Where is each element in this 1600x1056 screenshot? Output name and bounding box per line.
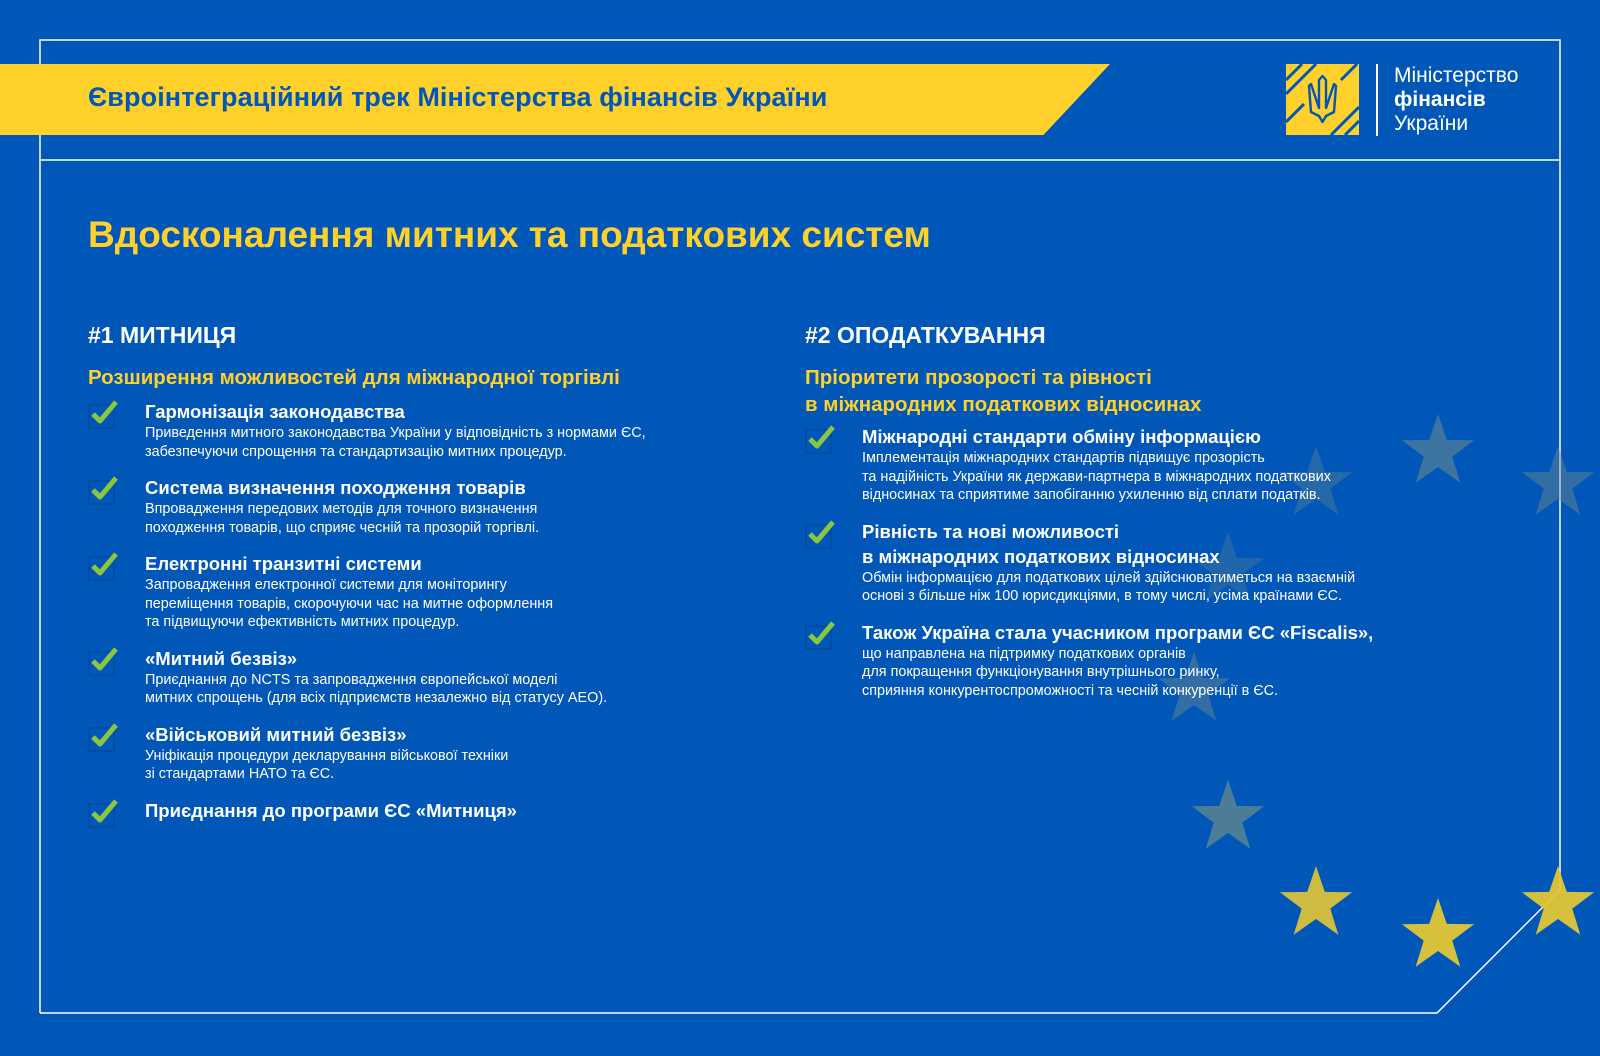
- item-desc-line: Уніфікація процедури декларування військової техніки: [145, 747, 509, 764]
- check-icon: [88, 798, 118, 828]
- item-desc-line: та надійність України як держави-партнера в міжнародних податкових: [862, 468, 1331, 485]
- list-item: [805, 620, 1485, 701]
- list-item: [805, 519, 1485, 606]
- item-title: [862, 620, 1485, 645]
- list-item: [805, 424, 1485, 505]
- check-icon: [88, 475, 118, 505]
- taxation-subtitle-line: в міжнародних податкових відносинах: [805, 393, 1202, 416]
- item-desc-line: Приєднання до NCTS та запровадження європейської моделі: [145, 671, 558, 688]
- item-description: [145, 671, 728, 708]
- logo-separator: [1376, 64, 1378, 136]
- star-icon: [1192, 780, 1264, 849]
- page-title: Вдосконалення митних та податкових систем: [88, 214, 931, 255]
- ministry-line-3: України: [1394, 112, 1469, 135]
- item-desc-line: зі стандартами НАТО та ЄС.: [145, 766, 335, 782]
- item-desc-line: та підвищуючи ефективність митних процедур.: [145, 614, 460, 630]
- taxation-section: [805, 322, 1485, 700]
- check-icon: [88, 551, 118, 581]
- check-icon: [88, 646, 118, 676]
- item-desc-line: Обмін інформацією для податкових цілей здійснюватиметься на взаємній: [862, 569, 1356, 586]
- item-description: [145, 576, 728, 632]
- list-item: [88, 551, 728, 632]
- item-title: Гармонізація законодавства: [145, 401, 405, 422]
- item-desc-line: забезпечуючи спрощення та стандартизацію митних процедур.: [145, 443, 567, 460]
- check-icon: [88, 722, 118, 752]
- list-item: [88, 646, 728, 708]
- star-icon: [1522, 866, 1594, 935]
- taxation-subtitle-line: Пріоритети прозорості та рівності: [805, 366, 1152, 389]
- customs-section-title: #1 МИТНИЦЯ: [88, 322, 237, 348]
- customs-section: [88, 322, 728, 823]
- item-description: [862, 449, 1485, 505]
- item-title-line: Також Україна стала учасником програми ЄС «Fiscalis»,: [862, 621, 1374, 643]
- item-description: [145, 424, 728, 461]
- customs-section-subtitle: [88, 364, 728, 391]
- check-icon: [88, 399, 118, 429]
- item-desc-line: для покращення функціонування внутрішнього ринку,: [862, 664, 1220, 680]
- list-item: [88, 722, 728, 784]
- star-icon: [1402, 898, 1474, 967]
- item-title: «Митний безвіз»: [145, 647, 298, 669]
- item-description: [145, 500, 728, 537]
- item-title: Приєднання до програми ЄС «Митниця»: [145, 799, 517, 821]
- item-title: [862, 424, 1485, 449]
- item-desc-line: відносинах та сприятиме запобіганню ухиленню від сплати податків.: [862, 487, 1321, 503]
- item-desc-line: Приведення митного законодавства України у відповідність з нормами ЄС,: [145, 425, 646, 441]
- taxation-section-title: #2 ОПОДАТКУВАННЯ: [805, 322, 1046, 348]
- ministry-line-2: фінансів: [1394, 88, 1486, 111]
- item-description: [862, 645, 1485, 701]
- ribbon-title: Євроінтеграційний трек Міністерства фінансів України: [88, 82, 828, 112]
- item-desc-line: переміщення товарів, скорочуючи час на митне оформлення: [145, 595, 554, 612]
- list-item: [88, 798, 728, 823]
- item-title-line: Рівність та нові можливості: [862, 520, 1120, 542]
- check-icon: [805, 519, 835, 549]
- star-icon: [1280, 866, 1352, 935]
- item-title: Система визначення походження товарів: [145, 477, 526, 498]
- item-desc-line: Впровадження передових методів для точного визначення: [145, 501, 538, 517]
- item-title: [862, 519, 1485, 569]
- item-description: [145, 747, 728, 784]
- item-desc-line: походження товарів, що сприяє чесній та прозорій торгівлі.: [145, 519, 540, 536]
- item-description: [862, 569, 1485, 606]
- item-title: Електронні транзитні системи: [145, 553, 422, 574]
- item-desc-line: що направлена на підтримку податкових органів: [862, 645, 1186, 662]
- check-icon: [805, 424, 835, 454]
- item-desc-line: основі з більше ніж 100 юрисдикціями, в тому числі, усіма країнами ЄС.: [862, 588, 1343, 604]
- item-desc-line: митних спрощень (для всіх підприємств незалежно від статусу АЕО).: [145, 690, 608, 706]
- item-desc-line: Запровадження електронної системи для моніторингу: [145, 577, 507, 593]
- item-title-line: Міжнародні стандарти обміну інформацією: [862, 426, 1261, 447]
- list-item: [88, 475, 728, 537]
- list-item: [88, 399, 728, 461]
- item-desc-line: сприяння конкурентоспроможності та чесній конкуренції в ЄС.: [862, 682, 1279, 699]
- ministry-line-1: Міністерство: [1394, 64, 1519, 87]
- item-title-line: в міжнародних податкових відносинах: [862, 545, 1220, 567]
- taxation-section-subtitle: [805, 364, 1485, 418]
- customs-subtitle-text: Розширення можливостей для міжнародної торгівлі: [88, 366, 620, 389]
- item-desc-line: Імплементація міжнародних стандартів підвищує прозорість: [862, 450, 1265, 466]
- item-title: «Військовий митний безвіз»: [145, 723, 407, 745]
- trident-logo-icon: [1286, 64, 1359, 135]
- ministry-name: [1394, 64, 1518, 136]
- star-icon: [1522, 446, 1594, 515]
- check-icon: [805, 620, 835, 650]
